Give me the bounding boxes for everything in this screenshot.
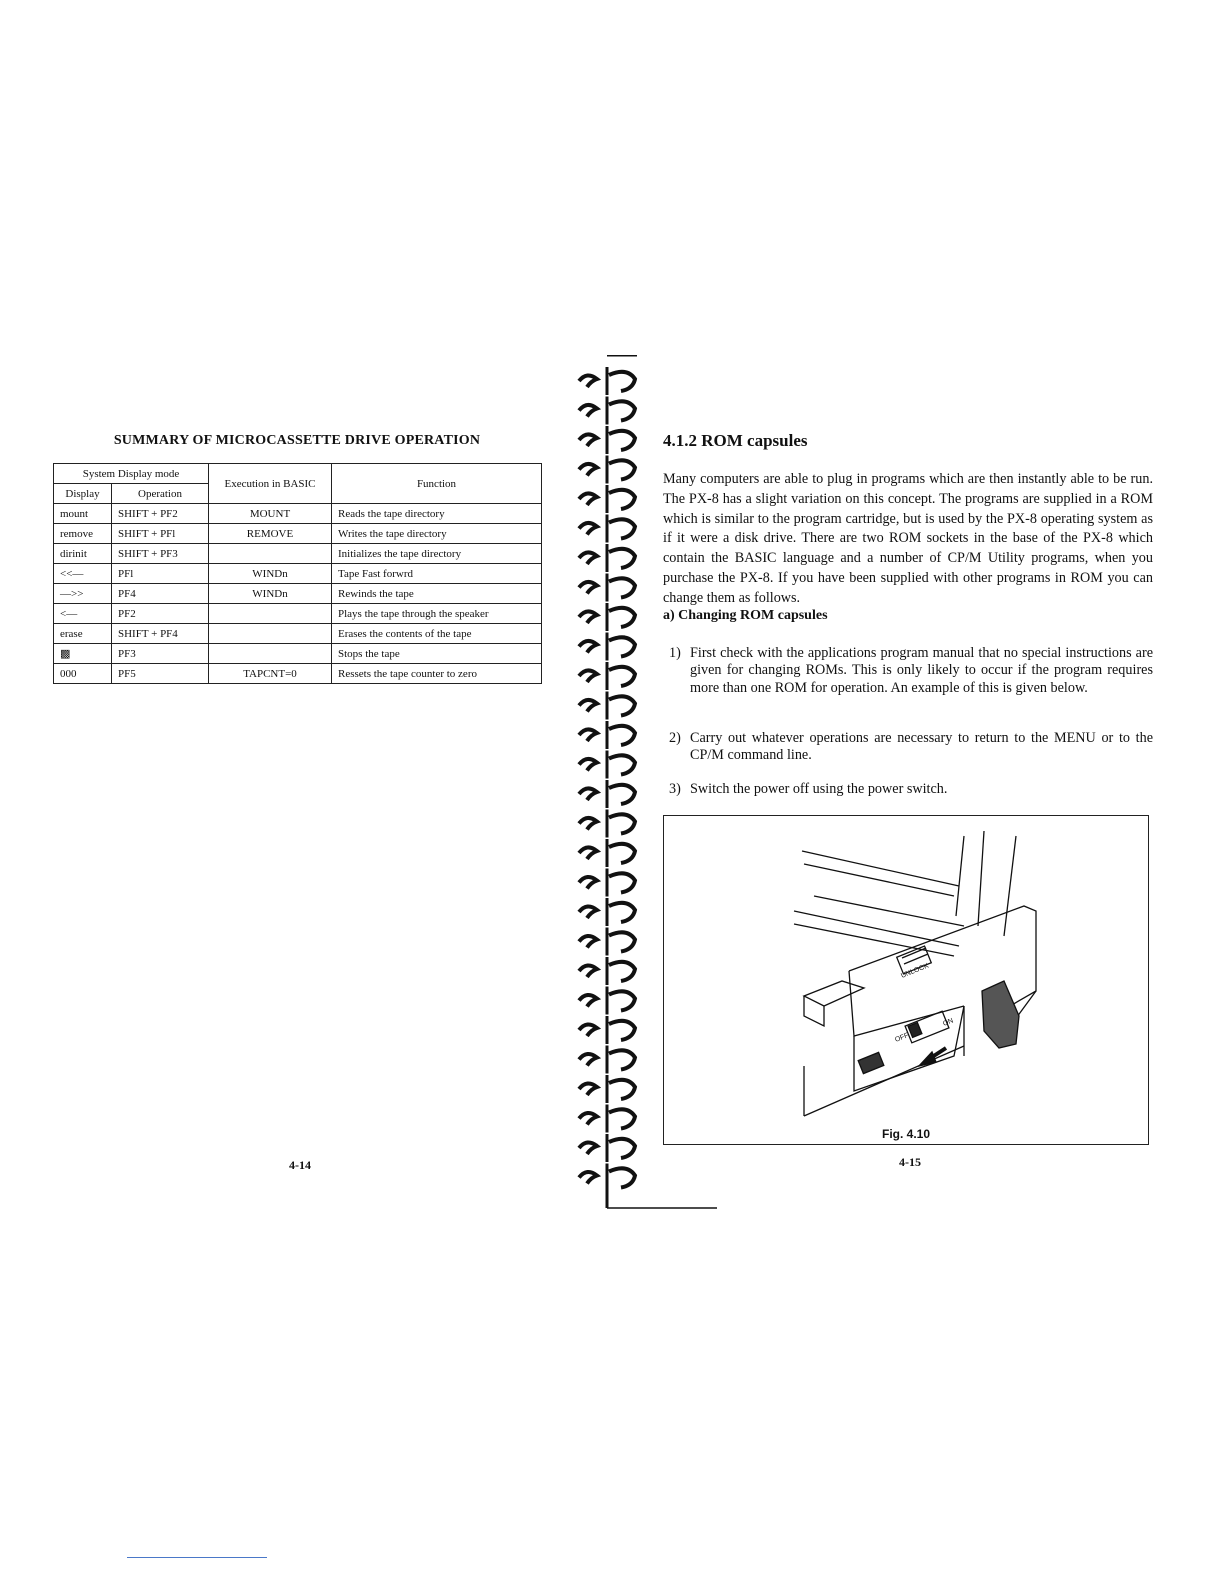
- binding-ring-left: [579, 552, 597, 564]
- binding-ring-right: [609, 1080, 635, 1099]
- unlock-label: UNLOCK: [900, 962, 930, 980]
- binding-ring-left: [579, 405, 597, 417]
- table-row: [54, 524, 542, 544]
- cell-operation: PF5: [112, 664, 209, 684]
- binding-ring-right: [609, 991, 635, 1010]
- cell-operation: PFl: [112, 564, 209, 584]
- cell-display: ▩: [54, 644, 112, 664]
- binding-ring-right: [609, 873, 635, 892]
- computer-illustration: [664, 816, 1149, 1145]
- cell-operation: PF3: [112, 644, 209, 664]
- cell-display: erase: [54, 624, 112, 644]
- cell-function: Tape Fast forwrd: [332, 564, 542, 584]
- table-row: [54, 544, 542, 564]
- binding-ring-left: [579, 1172, 597, 1184]
- table-title: SUMMARY OF MICROCASSETTE DRIVE OPERATION: [113, 433, 481, 448]
- step-number: 1): [669, 645, 681, 661]
- binding-ring-left: [579, 759, 597, 771]
- step-number: 3): [669, 781, 681, 797]
- binding-ring-left: [579, 1142, 597, 1154]
- off-label: OFF: [894, 1032, 910, 1044]
- group-header: System Display mode: [54, 464, 209, 484]
- cell-execution: [209, 544, 332, 564]
- cell-function: Plays the tape through the speaker: [332, 604, 542, 624]
- cell-display: —>>: [54, 584, 112, 604]
- step-number: 2): [669, 730, 681, 746]
- cell-function: Stops the tape: [332, 644, 542, 664]
- binding-ring-left: [579, 464, 597, 476]
- binding-ring-right: [609, 431, 635, 450]
- cell-operation: SHIFT + PF2: [112, 504, 209, 524]
- binding-ring-right: [609, 1109, 635, 1128]
- cell-execution: [209, 624, 332, 644]
- step-1: [669, 645, 1153, 697]
- table-row: [54, 604, 542, 624]
- table-row: [54, 584, 542, 604]
- section-heading: 4.1.2 ROM capsules: [663, 431, 808, 450]
- binding-ring-right: [609, 490, 635, 509]
- intro-paragraph: Many computers are able to plug in programs which are then instantly able to be run. The PX-8 has a slight variation on this concept. The programs are supplied in a ROM which is similar to the program cartridge, but is used by the PX-8 operating system as if it were a disk drive. There are two ROM sockets in the base of the PX-8 which contain the BASIC language and a number of CP/M Utility programs, when you purchase the PX-8. If you have been supplied with other programs in ROM you can change them as follows.: [663, 471, 1153, 606]
- binding-ring-left: [579, 641, 597, 653]
- header-function: Function: [332, 464, 542, 504]
- on-label: ON: [942, 1017, 955, 1028]
- binding-ring-left: [579, 582, 597, 594]
- binding-ring-left: [579, 1113, 597, 1125]
- binding-ring-right: [609, 932, 635, 951]
- cell-execution: WINDn: [209, 584, 332, 604]
- table-row: [54, 644, 542, 664]
- binding-ring-left: [579, 493, 597, 505]
- binding-ring-right: [609, 578, 635, 597]
- cell-operation: SHIFT + PF3: [112, 544, 209, 564]
- step-2: [669, 730, 1153, 765]
- cell-function: Erases the contents of the tape: [332, 624, 542, 644]
- binding-ring-left: [579, 877, 597, 889]
- binding-ring-left: [579, 788, 597, 800]
- cell-execution: WINDn: [209, 564, 332, 584]
- binding-ring-right: [609, 726, 635, 745]
- binding-ring-left: [579, 434, 597, 446]
- binding-ring-left: [579, 1054, 597, 1066]
- binding-ring-right: [609, 1050, 635, 1069]
- table-row: [54, 564, 542, 584]
- binding-ring-right: [609, 519, 635, 538]
- binding-ring-left: [579, 375, 597, 387]
- cell-execution: MOUNT: [209, 504, 332, 524]
- binding-ring-right: [609, 814, 635, 833]
- binding-ring-right: [609, 460, 635, 479]
- binding-ring-left: [579, 1024, 597, 1036]
- binding-ring-right: [609, 1139, 635, 1158]
- binding-ring-right: [609, 844, 635, 863]
- scan-edge-line: [127, 1557, 267, 1558]
- cell-function: Rewinds the tape: [332, 584, 542, 604]
- binding-ring-right: [609, 549, 635, 568]
- step-3: [669, 781, 1153, 798]
- binding-ring-right: [609, 401, 635, 420]
- binding-ring-left: [579, 995, 597, 1007]
- binding-ring-left: [579, 611, 597, 623]
- binding-ring-right: [609, 696, 635, 715]
- binding-ring-right: [609, 785, 635, 804]
- binding-ring-right: [609, 637, 635, 656]
- binding-ring-right: [609, 1021, 635, 1040]
- binding-ring-right: [609, 903, 635, 922]
- table-row: [54, 664, 542, 684]
- cell-display: 000: [54, 664, 112, 684]
- binding-ring-left: [579, 906, 597, 918]
- summary-table: [53, 463, 542, 684]
- header-operation: Operation: [112, 484, 209, 504]
- cell-function: Ressets the tape counter to zero: [332, 664, 542, 684]
- binding-ring-left: [579, 729, 597, 741]
- binding-ring-right: [609, 608, 635, 627]
- cell-execution: TAPCNT=0: [209, 664, 332, 684]
- binding-ring-right: [609, 1168, 635, 1187]
- cell-function: Reads the tape directory: [332, 504, 542, 524]
- binding-ring-right: [609, 755, 635, 774]
- binding-ring-right: [609, 962, 635, 981]
- step-text: First check with the applications program manual that no special instructions are given for changing ROMs. This is only likely to occur if the program requires more than one ROM for operation. An example of this is given below.: [690, 645, 1153, 696]
- table-header-row: [54, 464, 542, 484]
- page-number-left: 4-14: [289, 1158, 311, 1172]
- header-execution: Execution in BASIC: [209, 464, 332, 504]
- cell-operation: SHIFT + PFl: [112, 524, 209, 544]
- cell-operation: SHIFT + PF4: [112, 624, 209, 644]
- table-row: [54, 504, 542, 524]
- binding-ring-left: [579, 1083, 597, 1095]
- binding-ring-left: [579, 818, 597, 830]
- figure-4-10: [663, 815, 1149, 1145]
- cell-execution: [209, 604, 332, 624]
- step-text: Carry out whatever operations are necessary to return to the MENU or to the CP/M command line.: [690, 730, 1153, 764]
- step-text: Switch the power off using the power switch.: [690, 781, 948, 797]
- binding-ring-left: [579, 847, 597, 859]
- figure-caption: Fig. 4.10: [881, 1127, 931, 1141]
- cell-execution: [209, 644, 332, 664]
- table-row: [54, 624, 542, 644]
- cell-function: Initializes the tape directory: [332, 544, 542, 564]
- binding-ring-left: [579, 936, 597, 948]
- cell-operation: PF4: [112, 584, 209, 604]
- binding-ring-right: [609, 372, 635, 391]
- binding-ring-left: [579, 523, 597, 535]
- binding-ring-right: [609, 667, 635, 686]
- cell-display: remove: [54, 524, 112, 544]
- binding-ring-left: [579, 965, 597, 977]
- cell-display: mount: [54, 504, 112, 524]
- cell-execution: REMOVE: [209, 524, 332, 544]
- cell-display: <—: [54, 604, 112, 624]
- sub-heading: a) Changing ROM capsules: [663, 608, 828, 623]
- cell-function: Writes the tape directory: [332, 524, 542, 544]
- cell-display: dirinit: [54, 544, 112, 564]
- binding-ring-left: [579, 700, 597, 712]
- binding-ring-left: [579, 670, 597, 682]
- header-display: Display: [54, 484, 112, 504]
- page-number-right: 4-15: [899, 1155, 921, 1169]
- cell-operation: PF2: [112, 604, 209, 624]
- cell-display: <<—: [54, 564, 112, 584]
